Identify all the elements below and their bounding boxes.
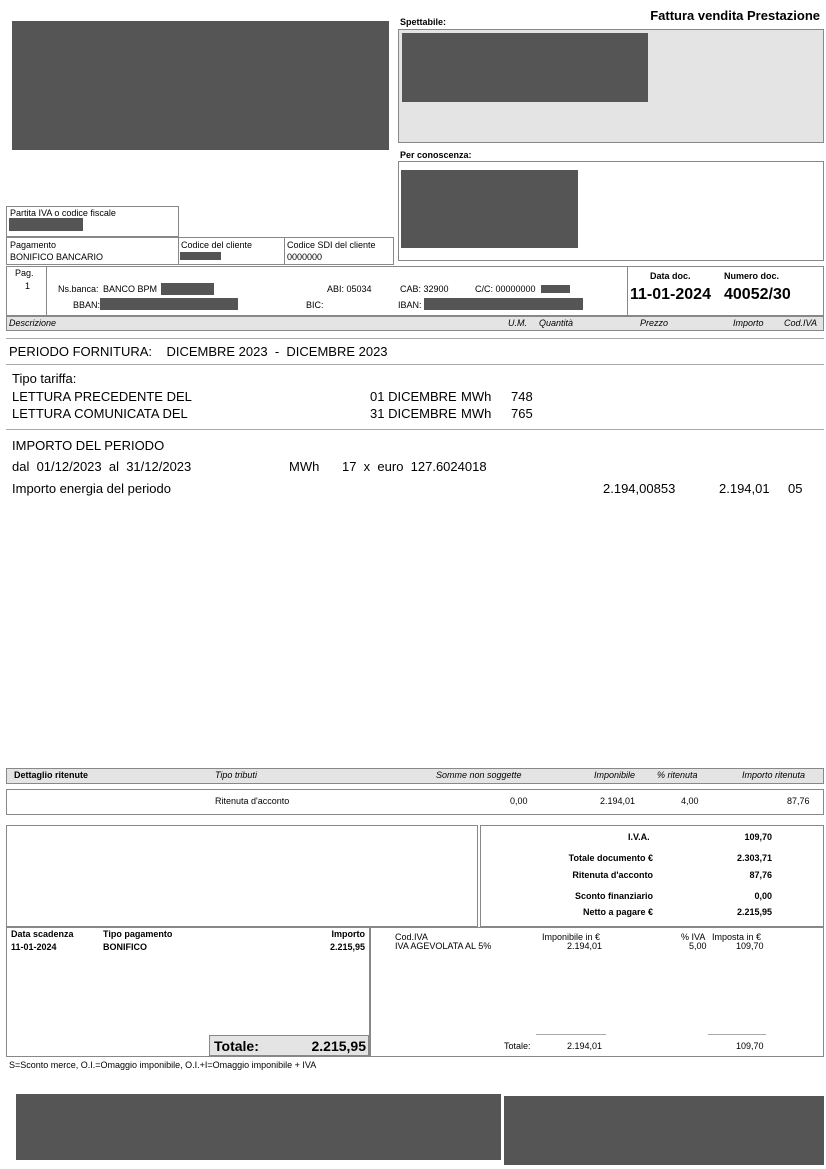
ritenute-col-importo: Importo ritenuta <box>742 770 806 780</box>
recipient-redacted <box>402 33 648 102</box>
data-doc-label: Data doc. <box>650 271 691 281</box>
ritenute-col-imponibile: Imponibile <box>594 770 636 780</box>
scadenze-tipo-value: BONIFICO <box>103 942 147 952</box>
separator <box>6 364 824 365</box>
energia-prezzo: 2.194,00853 <box>603 481 676 496</box>
ns-banca-redacted <box>161 283 214 295</box>
lettura-precedente-um: MWh <box>461 389 492 404</box>
ritenuta-acconto-value: 87,76 <box>749 870 772 880</box>
ns-banca-value: BANCO BPM <box>103 284 158 294</box>
col-um: U.M. <box>508 318 527 328</box>
lettura-precedente-value: 748 <box>511 389 533 404</box>
ritenute-row-tipo: Ritenuta d'acconto <box>215 796 290 806</box>
iva-value: 109,70 <box>744 832 772 842</box>
energia-label: Importo energia del periodo <box>12 481 171 496</box>
col-descrizione: Descrizione <box>9 318 57 328</box>
periodo-date-range: dal 01/12/2023 al 31/12/2023 <box>12 459 192 474</box>
iva-summary-perc-value: 5,00 <box>689 941 707 951</box>
items-column-header <box>6 316 824 331</box>
scadenze-importo-label: Importo <box>331 929 365 939</box>
notes-box <box>6 825 478 927</box>
scadenze-data-label: Data scadenza <box>11 929 74 939</box>
periodo-um: MWh <box>289 459 320 474</box>
sconto-finanziario-value: 0,00 <box>754 891 772 901</box>
iva-summary-cod-value: IVA AGEVOLATA AL 5% <box>395 941 492 951</box>
pag-divider <box>46 266 47 316</box>
scadenze-importo-value: 2.215,95 <box>329 942 365 952</box>
bban-redacted <box>100 298 238 310</box>
ns-banca-label: Ns.banca: <box>58 284 99 294</box>
abi-value: ABI: 05034 <box>327 284 372 294</box>
iva-summary-imponibile-value: 2.194,01 <box>567 941 603 951</box>
lettura-comunicata-value: 765 <box>511 406 533 421</box>
lettura-comunicata-label: LETTURA COMUNICATA DEL <box>12 406 188 421</box>
totale-documento-label: Totale documento € <box>568 853 653 863</box>
ritenute-header-row <box>6 768 824 784</box>
iva-summary-perc-label: % IVA <box>681 932 706 942</box>
importo-periodo-title: IMPORTO DEL PERIODO <box>12 438 165 453</box>
separator <box>6 429 824 430</box>
lettura-precedente-date: 01 DICEMBRE <box>370 389 457 404</box>
scadenze-totale-label: Totale: <box>214 1038 259 1054</box>
numero-doc-value: 40052/30 <box>724 286 791 303</box>
iva-summary-totale-imponibile: 2.194,01 <box>567 1041 603 1051</box>
codice-sdi-label: Codice SDI del cliente <box>287 240 376 250</box>
iva-summary-imposta-label: Imposta in € <box>712 932 762 942</box>
ritenute-title: Dettaglio ritenute <box>14 770 89 780</box>
piva-redacted <box>9 218 83 231</box>
iva-summary-totale-label: Totale: <box>504 1041 531 1051</box>
ritenute-row-imponibile: 2.194,01 <box>600 796 636 806</box>
ritenute-row-importo: 87,76 <box>787 796 810 806</box>
iva-summary-sum-line <box>708 1034 766 1035</box>
energia-cod-iva: 05 <box>788 481 803 496</box>
periodo-calculation: 17 x euro 127.6024018 <box>342 459 487 474</box>
iva-label: I.V.A. <box>628 832 650 842</box>
iva-summary-totale-imposta: 109,70 <box>736 1041 764 1051</box>
col-importo: Importo <box>733 318 764 328</box>
pag-value: 1 <box>25 281 31 291</box>
iban-label: IBAN: <box>398 300 422 310</box>
cc-redacted <box>541 285 570 293</box>
netto-pagare-label: Netto a pagare € <box>582 907 653 917</box>
data-doc-value: 11-01-2024 <box>630 286 711 303</box>
cab-value: CAB: 32900 <box>400 284 449 294</box>
energia-importo: 2.194,01 <box>719 481 770 496</box>
footer-right-redacted <box>504 1096 824 1165</box>
company-logo-redacted <box>12 21 389 150</box>
codice-cliente-redacted <box>180 252 221 260</box>
periodo-fornitura: PERIODO FORNITURA: DICEMBRE 2023 - DICEMBRE 2023 <box>9 344 388 359</box>
ritenute-row <box>6 789 824 815</box>
col-cod-iva: Cod.IVA <box>784 318 818 328</box>
ritenute-row-perc: 4,00 <box>681 796 699 806</box>
col-prezzo: Prezzo <box>640 318 669 328</box>
footer-legend: S=Sconto merce, O.I.=Omaggio imponibile, O.I.+I=Omaggio imponibile + IVA <box>9 1060 317 1070</box>
ritenute-col-perc: % ritenuta <box>657 770 698 780</box>
doc-divider <box>627 266 628 316</box>
pagamento-value: BONIFICO BANCARIO <box>10 252 104 262</box>
footer-left-redacted <box>16 1094 501 1160</box>
separator <box>6 338 824 339</box>
ritenute-row-somme: 0,00 <box>510 796 528 806</box>
netto-pagare-value: 2.215,95 <box>736 907 772 917</box>
piva-label: Partita IVA o codice fiscale <box>10 208 116 218</box>
iva-summary-imponibile-label: Imponibile in € <box>542 932 601 942</box>
ritenuta-acconto-label: Ritenuta d'acconto <box>572 870 653 880</box>
per-conoscenza-redacted <box>401 170 578 248</box>
document-type-title: Fattura vendita Prestazione <box>650 8 820 23</box>
tipo-tariffa: Tipo tariffa: <box>12 371 77 386</box>
spettabile-label: Spettabile: <box>400 17 447 27</box>
pagamento-label: Pagamento <box>10 240 57 250</box>
cc-value: C/C: 00000000 <box>475 284 536 294</box>
scadenze-data-value: 11-01-2024 <box>11 942 57 952</box>
sconto-finanziario-label: Sconto finanziario <box>574 891 653 901</box>
bban-label: BBAN: <box>73 300 101 310</box>
iva-summary-cod-label: Cod.IVA <box>395 932 428 942</box>
ritenute-col-tipo: Tipo tributi <box>215 770 257 780</box>
codice-sdi-value: 0000000 <box>287 252 323 262</box>
iva-summary-imposta-value: 109,70 <box>736 941 764 951</box>
codice-cliente-label: Codice del cliente <box>181 240 253 250</box>
scadenze-tipo-label: Tipo pagamento <box>103 929 173 939</box>
lettura-comunicata-date: 31 DICEMBRE <box>370 406 457 421</box>
numero-doc-label: Numero doc. <box>724 271 780 281</box>
pag-label: Pag. <box>15 268 34 278</box>
lettura-comunicata-um: MWh <box>461 406 492 421</box>
totale-documento-value: 2.303,71 <box>736 853 772 863</box>
iban-redacted <box>424 298 583 310</box>
bic-label: BIC: <box>306 300 324 310</box>
per-conoscenza-label: Per conoscenza: <box>400 150 472 160</box>
col-quantita: Quantità <box>539 318 574 328</box>
ritenute-col-somme: Somme non soggette <box>436 770 522 780</box>
scadenze-totale-value: 2.215,95 <box>311 1038 366 1054</box>
iva-summary-sum-line <box>536 1034 606 1035</box>
lettura-precedente-label: LETTURA PRECEDENTE DEL <box>12 389 192 404</box>
